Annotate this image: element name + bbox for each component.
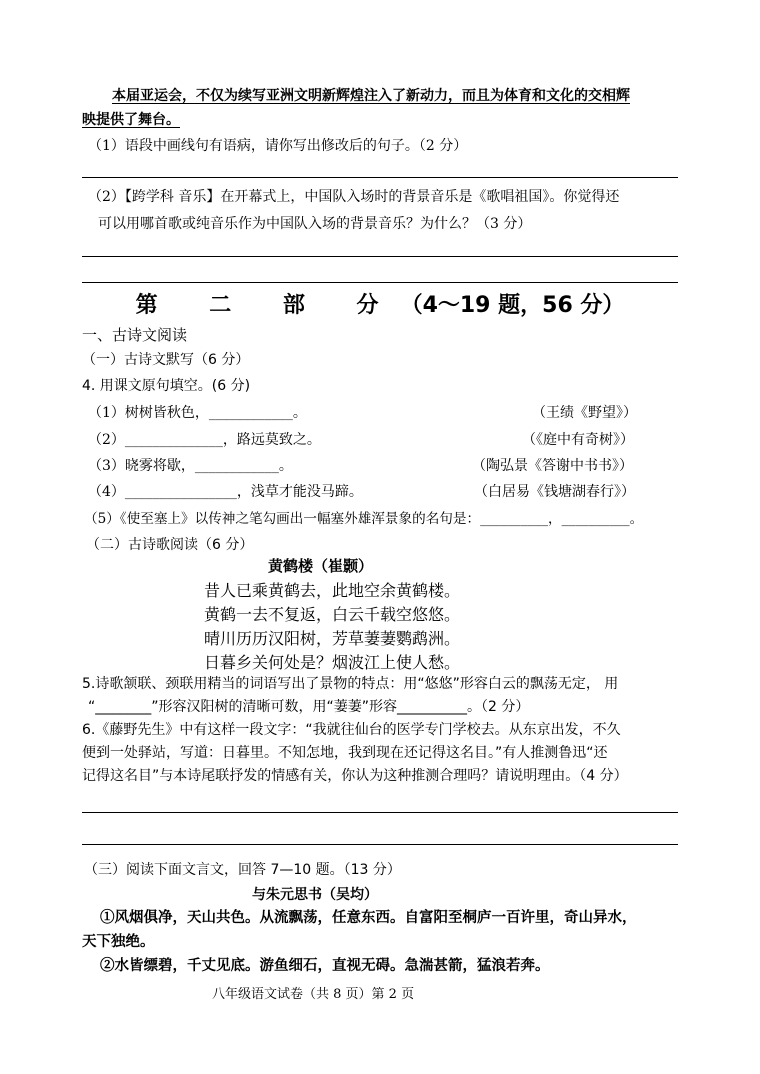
passage-line-1: 本届亚运会，不仅为续写亚洲文明新辉煌注入了新动力，而且为体育和文化的交相辉 [112,88,630,104]
question-6-line-1: 6.《藤野先生》中有这样一段文字：“我就往仙台的医学专门学校去。从东京出发，不久 [82,722,621,738]
page-footer: 八年级语文试卷（共 8 页）第 2 页 [212,987,415,1002]
classical-text-title: 与朱元思书（吴均） [252,887,378,903]
section-heading: 一、古诗文阅读 [82,326,188,344]
question-5-line-1: 5.诗歌颔联、颈联用精当的词语写出了景物的特点：用“悠悠”形容白云的飘荡无定， 用 [82,676,619,692]
classical-para-1-line-1: ①风烟俱净，天山共色。从流飘荡，任意东西。自富阳至桐庐一百许里，奇山异水， [100,909,637,926]
part-two-range: （4～19 题，56 分） [400,293,625,318]
classical-para-1-line-2: 天下独绝。 [82,933,155,950]
fill-item-5: （5）《使至塞上》以传神之笔勾画出一幅塞外雄浑景象的名句是：__________，__________。 [84,511,644,527]
question-5-line-2: “________”形容汉阳树的清晰可数，用“萋萋”形容__________。（2 分） [88,699,530,715]
poem-title: 黄鹤楼（崔颢） [268,557,374,575]
poem-line-1: 昔人已乘黄鹤去，此地空余黄鹤楼。 [204,581,461,600]
fill-item-2: （2）______________，路远莫致之。 [88,432,321,448]
subsection-heading-3: （三）阅读下面文言文，回答 7—10 题。（13 分） [84,862,401,878]
question-2-line-2: 可以用哪首歌或纯音乐作为中国队入场的背景音乐？为什么？（3 分） [98,216,532,232]
poem-line-4: 日暮乡关何处是？烟波江上使人愁。 [204,653,461,672]
subsection-heading-1: （一）古诗文默写（6 分） [82,352,250,368]
answer-line[interactable] [82,812,678,813]
question-4-prompt: 4. 用课文原句填空。(6 分) [82,378,251,394]
question-1: （1）语段中画线句有语病，请你写出修改后的句子。（2 分） [88,138,468,154]
passage-line-2: 映提供了舞台。 [82,112,180,128]
fill-item-3: （3）晓雾将歇，____________。 [88,458,293,474]
answer-line[interactable] [82,282,678,283]
answer-line[interactable] [82,844,678,845]
part-two-title: 第 二 部 分 [135,293,401,318]
poem-line-3: 晴川历历汉阳树，芳草萋萋鹦鹉洲。 [204,629,461,648]
fill-item-3-source: （陶弘景《答谢中书书》） [472,458,633,474]
fill-item-4: （4）________________，浅草才能没马蹄。 [88,484,363,500]
answer-line[interactable] [82,256,678,257]
fill-item-1: （1）树树皆秋色，____________。 [88,405,307,421]
classical-para-2-line-1: ②水皆缥碧，千丈见底。游鱼细石，直视无碍。急湍甚箭，猛浪若奔。 [100,957,550,974]
fill-item-4-source: （白居易《钱塘湖春行》） [474,484,635,500]
poem-line-2: 黄鹤一去不复返，白云千载空悠悠。 [204,605,461,624]
question-6-line-3: 记得这名目”与本诗尾联抒发的情感有关，你认为这种推测合理吗？请说明理由。（4 分） [82,768,628,784]
fill-item-2-source: （《庭中有奇树》） [522,432,634,448]
question-6-line-2: 便到一处驿站，写道：日暮里。不知怎地，我到现在还记得这名目。”有人推测鲁迅“还 [82,745,608,761]
subsection-heading-2: （二）古诗歌阅读（6 分） [86,537,254,553]
fill-item-1-source: （王绩《野望》） [532,405,637,421]
answer-line[interactable] [82,177,678,178]
question-2-line-1: （2）【跨学科 音乐】在开幕式上，中国队入场时的背景音乐是《歌唱祖国》。你觉得还 [88,189,620,205]
part-two-heading [0,291,760,321]
